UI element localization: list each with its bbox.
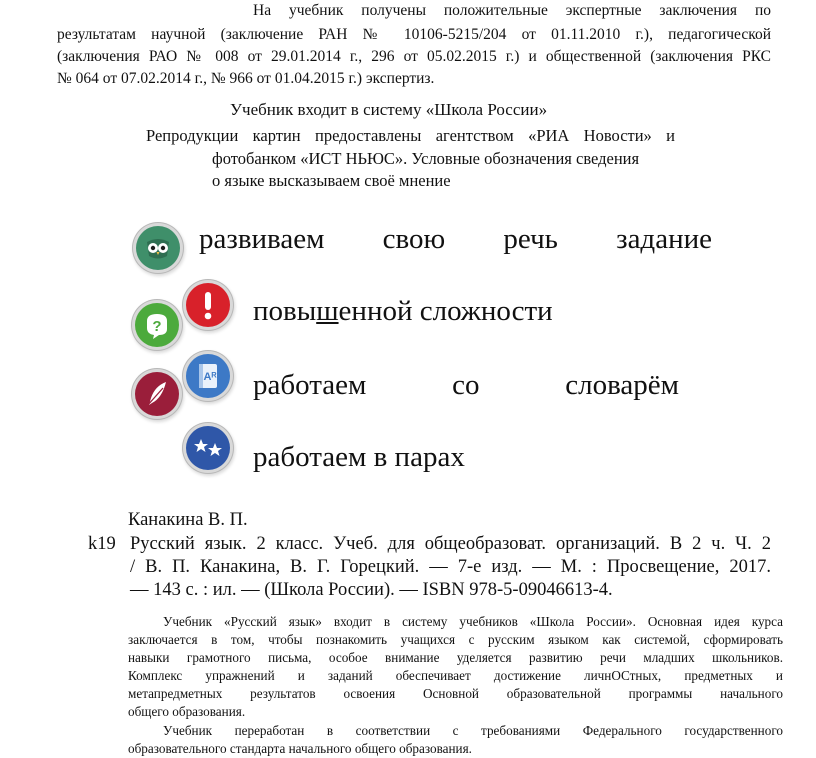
annotation-line-1: Учебник «Русский язык» входит в систему учебников «Школа России». Основная идея курса bbox=[163, 614, 783, 629]
legend-word: развиваем bbox=[199, 223, 325, 255]
biblio-line-3: — 143 с. : ил. — (Школа России). — ISBN 978-5-09046613-4. bbox=[130, 580, 613, 600]
legend-word: задание bbox=[616, 223, 712, 255]
expert-line-2: результатам научной (заключение РАН № 10106-5215/204 от 01.11.2010 г.), педагогической bbox=[57, 26, 771, 43]
annotation-line-2: заключается в том, чтобы познакомить учащихся с русским языком как системой, сформировать bbox=[128, 632, 783, 647]
annotation-line-3: навыки грамотного письма, особое внимание уделяется развитию речи младших школьников. bbox=[128, 650, 783, 665]
legend-word: со bbox=[452, 369, 480, 401]
legend-row-speech bbox=[199, 222, 712, 256]
expert-line-3: (заключения РАО № 008 от 29.01.2014 г., 296 от 05.02.2015 г.) и общественной (заключения РКС bbox=[57, 48, 771, 65]
dictionary-book-icon bbox=[186, 354, 230, 398]
legend-row-pairs: работаем в парах bbox=[253, 441, 465, 473]
question-bubble-icon bbox=[135, 303, 179, 347]
repro-line-2: фотобанком «ИСТ НЬЮС». Условные обозначения сведения bbox=[212, 149, 640, 168]
repro-line-3: о языке высказываем своё мнение bbox=[212, 171, 451, 190]
legend-text: повы bbox=[253, 295, 317, 327]
feather-pen-icon bbox=[135, 372, 179, 416]
annotation-line-8: образовательного стандарта начального общего образования. bbox=[128, 741, 472, 756]
biblio-line-1: Русский язык. 2 класс. Учеб. для общеобразоват. организаций. В 2 ч. Ч. 2 bbox=[130, 534, 771, 554]
owl-icon bbox=[136, 226, 180, 270]
annotation-line-4: Комплекс упражнений и заданий обеспечивает достижение личнОСтных, предметных и bbox=[128, 668, 783, 683]
exclamation-icon bbox=[186, 283, 230, 327]
legend-word: свою bbox=[382, 223, 446, 255]
legend-row-difficulty bbox=[253, 294, 553, 328]
system-line: Учебник входит в систему «Школа России» bbox=[230, 100, 548, 119]
legend-word: речь bbox=[503, 223, 558, 255]
svg-text:Aᴿ: Aᴿ bbox=[203, 371, 217, 383]
legend-underlined-letter: ш bbox=[316, 295, 339, 327]
expert-line-1: На учебник получены положительные экспертные заключения по bbox=[253, 2, 771, 19]
biblio-code: k19 bbox=[88, 534, 116, 554]
legend-word: словарём bbox=[565, 369, 679, 401]
repro-line-1: Репродукции картин предоставлены агентством «РИА Новости» и bbox=[146, 126, 675, 145]
two-stars-icon bbox=[186, 426, 230, 470]
biblio-author: Канакина В. П. bbox=[128, 510, 248, 530]
biblio-line-2: / В. П. Канакина, В. Г. Горецкий. — 7-е изд. — М. : Просвещение, 2017. bbox=[130, 557, 771, 577]
legend-word: работаем bbox=[253, 369, 367, 401]
legend-text: енной сложности bbox=[338, 295, 553, 327]
annotation-line-5: метапредметных результатов освоения Основной образовательной программы начального bbox=[128, 686, 783, 701]
annotation-line-7: Учебник переработан в соответствии с требованиями Федерального государственного bbox=[163, 723, 783, 738]
svg-text:?: ? bbox=[152, 318, 162, 335]
annotation-line-6: общего образования. bbox=[128, 704, 246, 719]
legend-row-dictionary bbox=[253, 368, 679, 402]
expert-line-4: № 064 от 07.02.2014 г., № 966 от 01.04.2015 г.) экспертиз. bbox=[57, 70, 435, 87]
